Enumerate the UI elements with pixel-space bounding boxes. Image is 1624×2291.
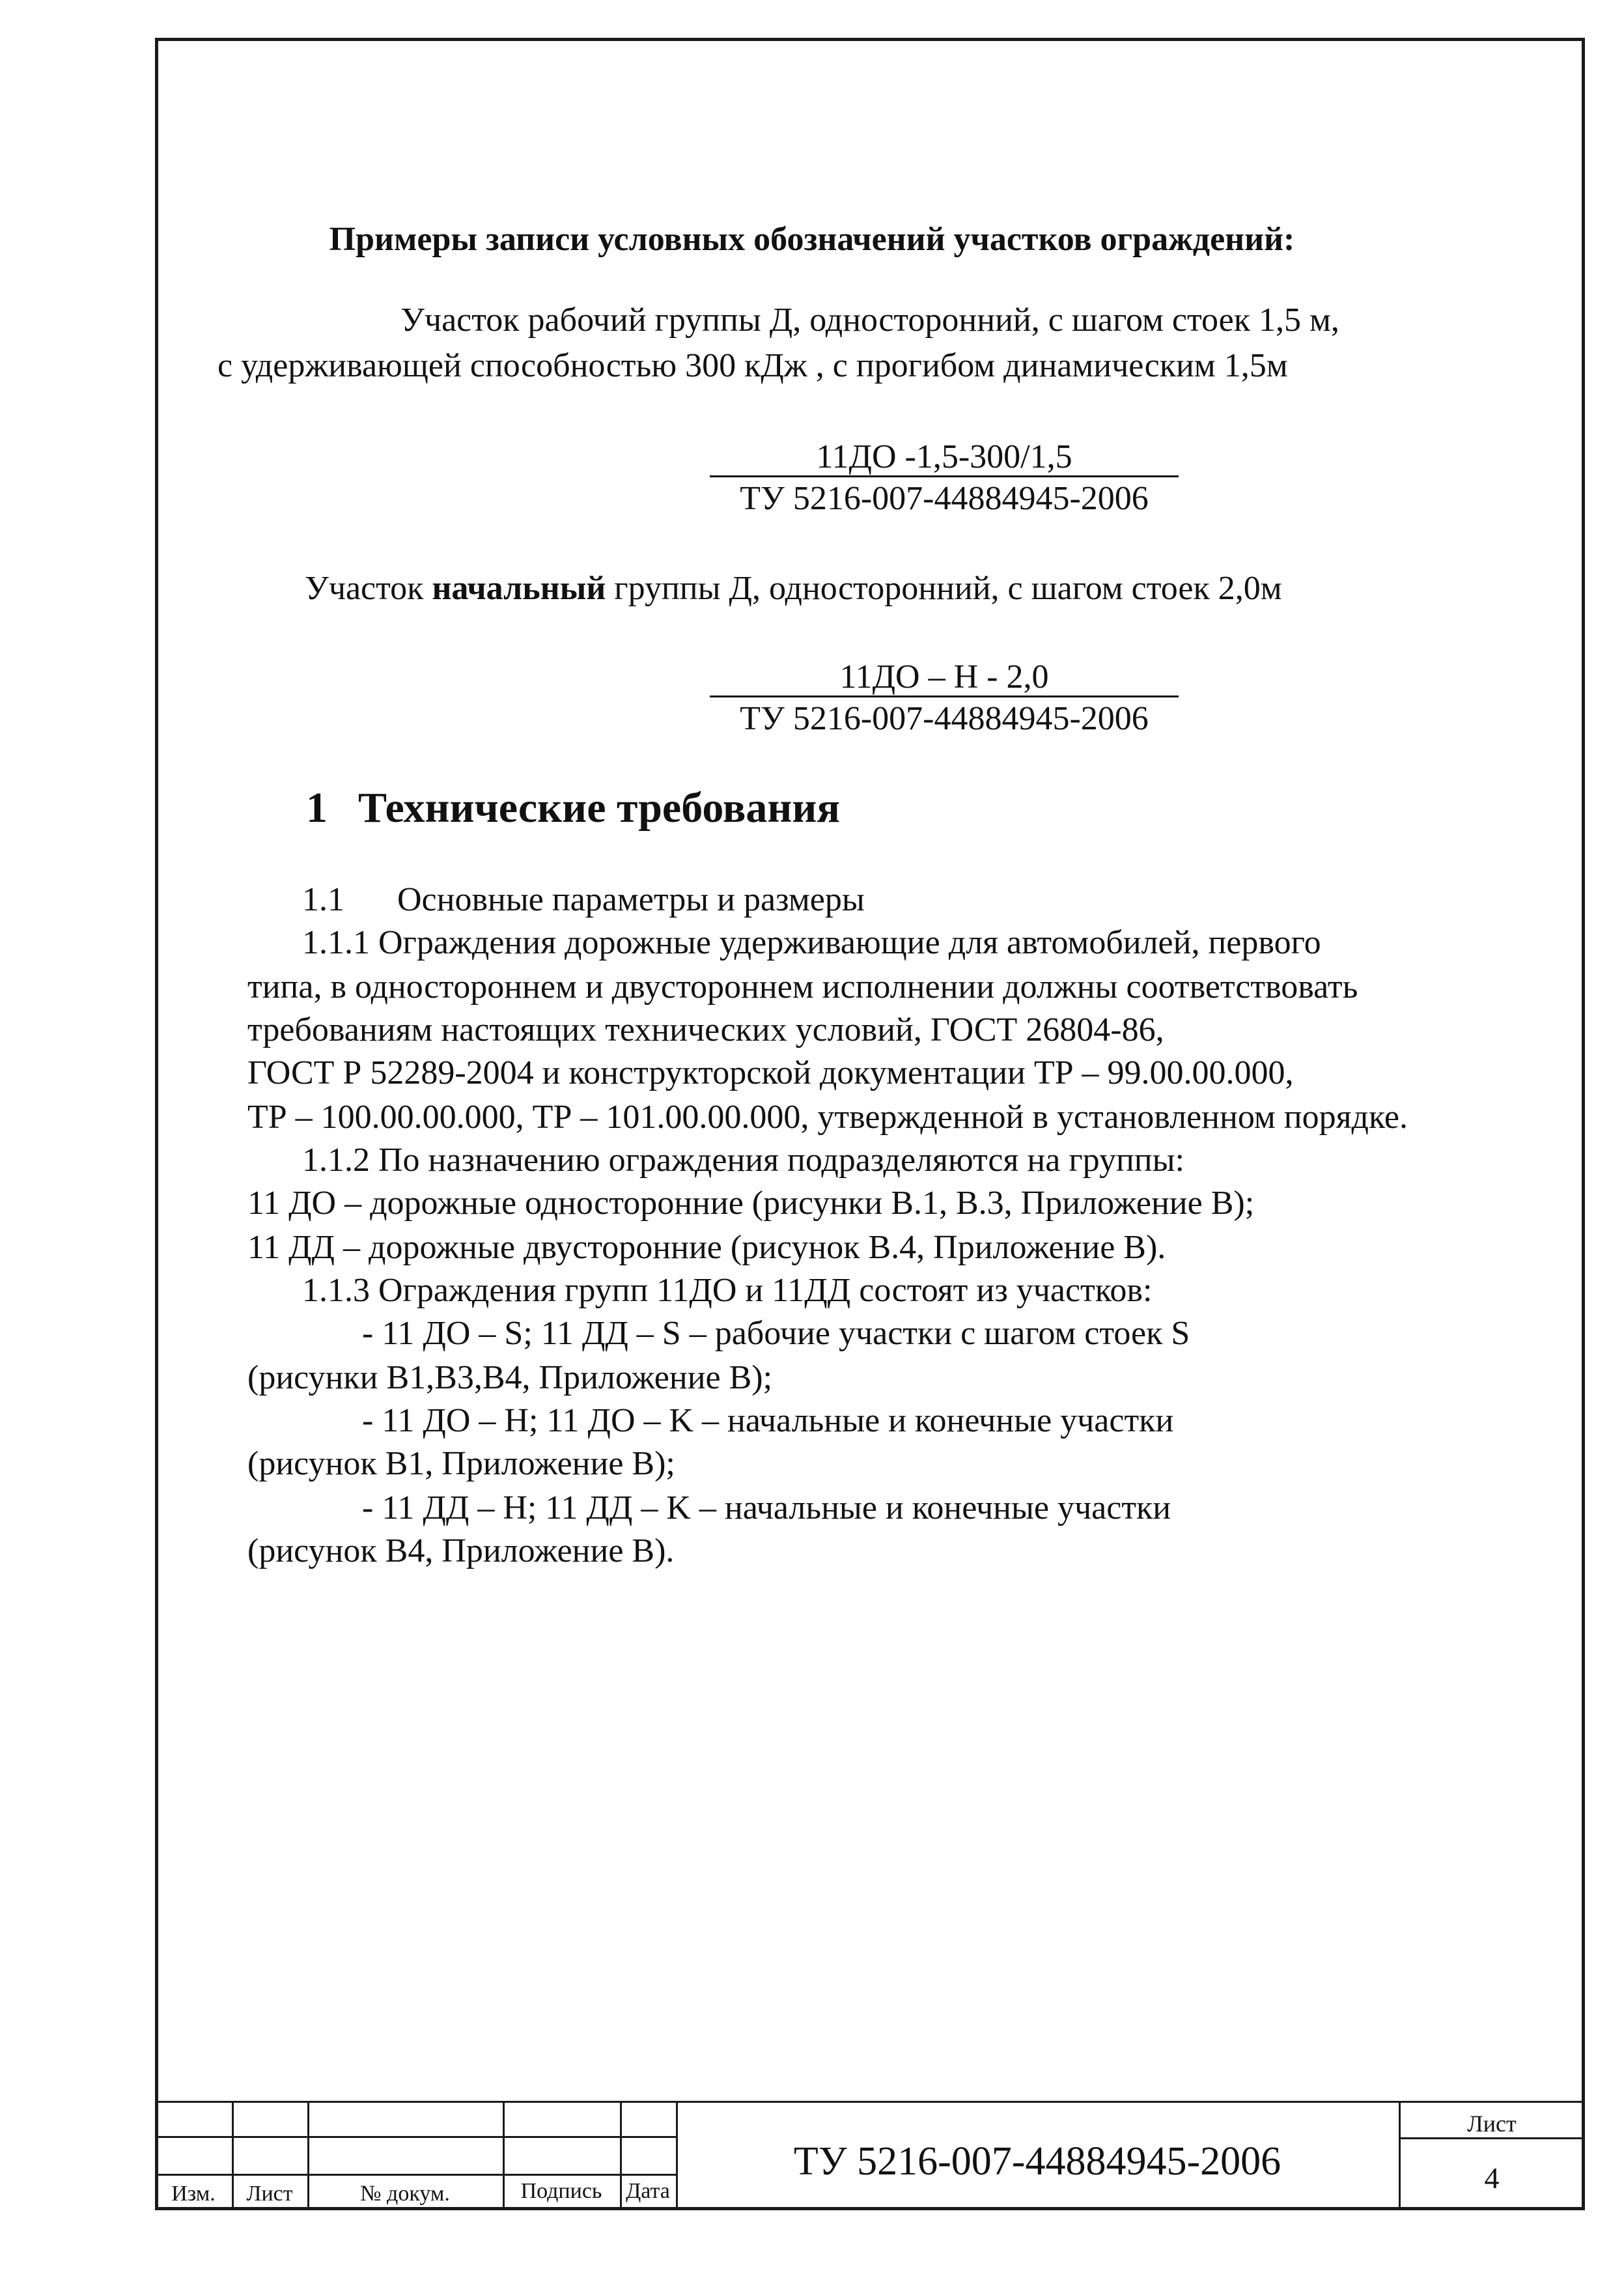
col-docnum-label: № докум. — [360, 2182, 450, 2206]
p111-line5: ТР – 100.00.00.000, ТР – 101.00.00.000, утвержденной в установленном порядке. — [247, 1099, 1408, 1136]
p113-item3-line1: - 11 ДД – Н; 11 ДД – K – начальные и конечные участки — [362, 1489, 1171, 1526]
p113-line1: 1.1.3 Ограждения групп 11ДО и 11ДД состоят из участков: — [302, 1272, 1153, 1309]
document-code: ТУ 5216-007-44884945-2006 — [793, 2139, 1281, 2184]
example2-designation: 11ДО – Н - 2,0 — [839, 658, 1049, 696]
example1-line1: Участок рабочий группы Д, односторонний, с шагом стоек 1,5 м, — [400, 302, 1339, 339]
sheet-label: Лист — [1467, 2111, 1517, 2137]
p112-line3: 11 ДД – дорожные двусторонние (рисунок В.4, Приложение В). — [247, 1229, 1166, 1266]
example1-doc-code: ТУ 5216-007-44884945-2006 — [740, 480, 1149, 517]
example2-doc-code: ТУ 5216-007-44884945-2006 — [740, 700, 1149, 737]
p111-line1: 1.1.1 Ограждения дорожные удерживающие для автомобилей, первого — [302, 924, 1321, 961]
p112-line2: 11 ДО – дорожные односторонние (рисунки В.1, В.3, Приложение В); — [247, 1185, 1255, 1222]
p113-item1-line2: (рисунки В1,В3,В4, Приложение В); — [247, 1359, 773, 1396]
p111-line4: ГОСТ Р 52289-2004 и конструкторской документации ТР – 99.00.00.000, — [247, 1054, 1294, 1091]
subsection-1-1: 1.1 Основные параметры и размеры — [302, 881, 865, 918]
p113-item3-line2: (рисунок В4, Приложение В). — [247, 1532, 675, 1569]
p113-item1-line1: - 11 ДО – S; 11 ДД – S – рабочие участки с шагом стоек S — [362, 1315, 1190, 1352]
p113-item2-line2: (рисунок В1, Приложение В); — [247, 1445, 675, 1482]
p111-line3: требованиям настоящих технических условий, ГОСТ 26804-86, — [247, 1011, 1164, 1048]
col-izm-label: Изм. — [171, 2182, 216, 2206]
example2-line1: Участок начальный группы Д, односторонний, с шагом стоек 2,0м — [305, 570, 1282, 607]
example1-fraction-bar — [710, 475, 1179, 477]
col-sign-label: Подпись — [520, 2179, 602, 2203]
col-list-label: Лист — [246, 2182, 293, 2206]
col-date-label: Дата — [626, 2179, 670, 2203]
title-block — [155, 2101, 1585, 2210]
section-title: 1 Технические требования — [306, 784, 841, 832]
example1-designation: 11ДО -1,5-300/1,5 — [816, 438, 1072, 475]
sheet-number: 4 — [1484, 2161, 1500, 2195]
sheet-cell-divider — [1399, 2137, 1585, 2139]
p112-line1: 1.1.2 По назначению ограждения подразделяются на группы: — [302, 1142, 1184, 1179]
p113-item2-line1: - 11 ДО – Н; 11 ДО – K – начальные и конечные участки — [362, 1402, 1174, 1439]
example1-line2: с удерживающей способностью 300 кДж , с прогибом динамическим 1,5м — [217, 347, 1288, 384]
example2-fraction-bar — [710, 696, 1179, 697]
title-block-top-border — [155, 2101, 1585, 2103]
examples-heading: Примеры записи условных обозначений участков ограждений: — [329, 221, 1295, 258]
p111-line2: типа, в одностороннем и двустороннем исполнении должны соответствовать — [247, 968, 1358, 1005]
